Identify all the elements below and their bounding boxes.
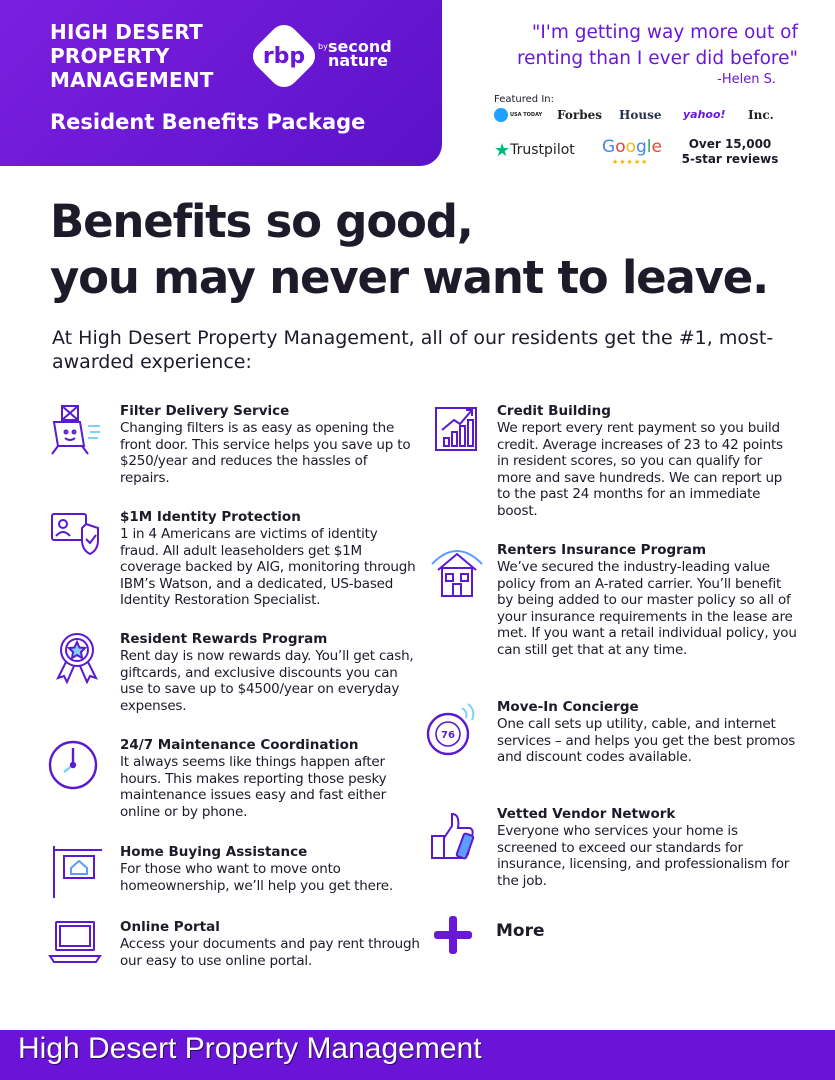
second-nature-logo: second nature xyxy=(328,37,392,70)
benefit-title: Credit Building xyxy=(497,403,611,419)
usa-today-dot-icon xyxy=(494,108,508,122)
reviews-count: Over 15,000 5-star reviews xyxy=(681,137,779,166)
benefit-vetted-vendor xyxy=(497,806,797,889)
testimonial-quote: "I'm getting way more out of renting than I ever did before" xyxy=(516,22,798,69)
home-buying-sign-icon xyxy=(48,842,106,900)
trustpilot-text: Trustpilot xyxy=(510,142,575,158)
benefit-description: 1 in 4 Americans are victims of identity fraud. All adult leaseholders get $1M coverage backed by AIG, monitoring through IBM’s Watson, and a dedicated, US-based Identity Restoration Specialist. xyxy=(120,526,416,608)
headline-line-1: Benefits so good, xyxy=(50,195,473,248)
benefit-renters-insurance xyxy=(497,542,797,658)
renters-insurance-house-icon xyxy=(428,542,486,600)
google-logo: Google xyxy=(602,137,662,157)
company-name: HIGH DESERT PROPERTY MANAGEMENT xyxy=(50,20,214,92)
rbp-logo-text: rbp xyxy=(262,43,306,69)
rewards-ribbon-icon xyxy=(48,628,106,686)
benefit-identity-protection xyxy=(120,509,420,609)
benefit-home-buying xyxy=(120,844,420,894)
benefit-description: One call sets up utility, cable, and internet services – and helps you get the best promos and discount codes available. xyxy=(497,716,796,765)
package-title: Resident Benefits Package xyxy=(50,110,366,134)
benefit-description: For those who want to move onto homeownership, we’ll help you get there. xyxy=(120,861,393,894)
benefit-description: Access your documents and pay rent through our easy to use online portal. xyxy=(120,936,420,969)
thermostat-value: 76 xyxy=(441,730,455,741)
identity-protection-icon xyxy=(46,506,104,564)
more-label: More xyxy=(496,921,545,941)
inc-logo: Inc. xyxy=(748,108,774,122)
headline-line-2: you may never want to leave. xyxy=(50,251,768,304)
benefit-description: We report every rent payment so you build credit. Average increases of 23 to 42 points in resident scores, so you can qualify for more and save hundreds. We can report up to the past 24 months for an immediate boost. xyxy=(497,420,783,519)
benefit-title: Home Buying Assistance xyxy=(120,844,308,860)
benefit-title: 24/7 Maintenance Coordination xyxy=(120,737,359,753)
testimonial-author: -Helen S. xyxy=(717,72,776,87)
benefit-description: Rent day is now rewards day. You’ll get cash, giftcards, and exclusive discounts you can use to save up to $4500/year on everyday expenses. xyxy=(120,648,414,714)
usa-today-text: USA TODAY xyxy=(510,112,543,118)
footer-company-name: High Desert Property Management xyxy=(18,1032,482,1065)
benefit-title: Filter Delivery Service xyxy=(120,403,290,419)
thumbs-up-icon xyxy=(424,806,482,864)
benefit-online-portal xyxy=(120,919,420,969)
trustpilot-logo xyxy=(494,140,575,161)
intro-text: At High Desert Property Management, all of our residents get the #1, most-awarded experience: xyxy=(52,327,774,373)
google-stars-icon: ★★★★★ xyxy=(612,158,649,166)
credit-chart-icon xyxy=(428,400,486,458)
plus-icon xyxy=(432,914,474,956)
house-logo: House xyxy=(619,108,662,122)
forbes-logo: Forbes xyxy=(557,108,602,122)
benefit-description: We’ve secured the industry-leading value policy from an A-rated carrier. You’ll benefit by being added to our master policy so all of your insurance requirements in the lease are met. If you want a retail individual policy, you can still get that at any time. xyxy=(497,559,797,658)
thermostat-icon xyxy=(422,702,480,760)
trustpilot-star-icon: ★ xyxy=(494,140,511,161)
benefit-title: Vetted Vendor Network xyxy=(497,806,676,822)
headline xyxy=(50,194,810,306)
usa-today-logo xyxy=(494,108,542,122)
benefit-description: Everyone who services your home is screened to exceed our standards for insurance, licensing, and professionalism for the job. xyxy=(497,823,790,889)
benefit-filter-delivery xyxy=(120,403,420,486)
benefit-title: Resident Rewards Program xyxy=(120,631,328,647)
benefit-title: $1M Identity Protection xyxy=(120,509,301,525)
benefit-title: Renters Insurance Program xyxy=(497,542,707,558)
featured-in-label: Featured In: xyxy=(494,94,554,105)
logo-by: by xyxy=(318,42,328,51)
laptop-icon xyxy=(46,912,104,970)
yahoo-logo: yahoo! xyxy=(683,108,726,121)
benefit-move-in-concierge xyxy=(497,699,797,766)
filter-delivery-icon xyxy=(44,402,102,460)
benefit-title: Online Portal xyxy=(120,919,220,935)
benefit-description: Changing filters is as easy as opening the front door. This service helps you save up to $250/year and reduces the hassles of repairs. xyxy=(120,420,411,486)
benefit-title: Move-In Concierge xyxy=(497,699,639,715)
benefit-credit-building xyxy=(497,403,797,519)
benefit-resident-rewards xyxy=(120,631,420,714)
benefit-description: It always seems like things happen after hours. This makes reporting those pesky maintenance issues easy and fast either online or by phone. xyxy=(120,754,387,820)
benefit-maintenance xyxy=(120,737,420,820)
maintenance-clock-icon xyxy=(44,736,102,794)
